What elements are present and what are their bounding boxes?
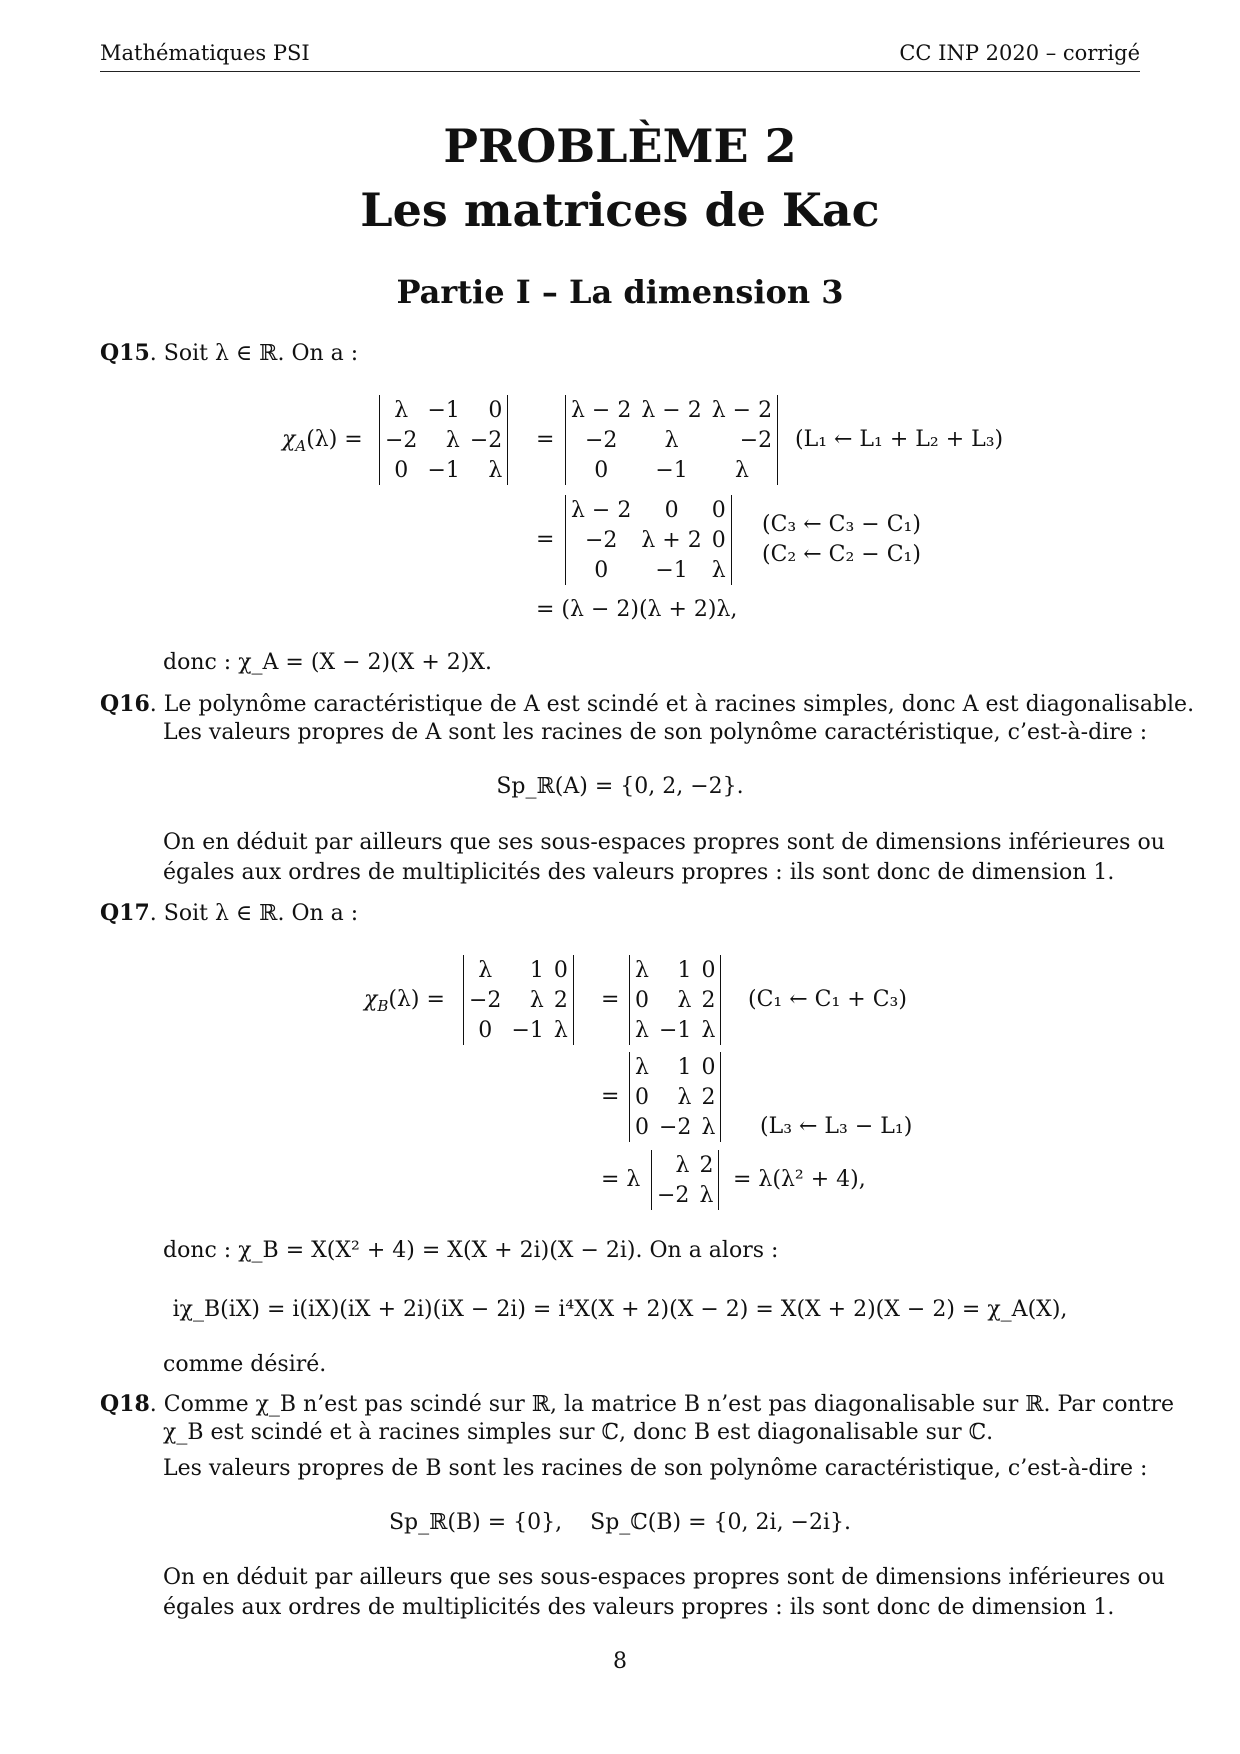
cell: −2 bbox=[469, 987, 502, 1013]
cell: −2 bbox=[739, 427, 773, 453]
cell: λ bbox=[699, 1182, 714, 1208]
q15-lhs bbox=[282, 425, 363, 455]
cell: 0 bbox=[594, 457, 609, 483]
q17-eq-1: = bbox=[601, 987, 620, 1012]
cell: 2 bbox=[699, 1152, 714, 1178]
problem-subtitle: Les matrices de Kac bbox=[360, 183, 880, 237]
header-left: Mathématiques PSI bbox=[100, 41, 310, 65]
cell: −2 bbox=[659, 1114, 692, 1140]
cell: λ − 2 bbox=[641, 397, 702, 423]
cell: λ bbox=[677, 987, 692, 1013]
det-table bbox=[380, 395, 507, 485]
page-number: 8 bbox=[613, 1649, 627, 1674]
q18-line3: Les valeurs propres de B sont les racines de son polynôme caractéristique, c’est-à-dire : bbox=[163, 1456, 1148, 1481]
q15-chi: χ bbox=[282, 427, 296, 452]
q16-label: Q16 bbox=[100, 691, 150, 717]
cell: 0 bbox=[478, 1017, 493, 1043]
q17-op-1: (C₁ ← C₁ + C₃) bbox=[748, 987, 907, 1012]
cell: 0 bbox=[664, 497, 679, 523]
cell: 0 bbox=[701, 957, 716, 983]
q17-identity: iχ_B(iX) = i(iX)(iX + 2i)(iX − 2i) = i⁴X(X + 2)(X − 2) = X(X + 2)(X − 2) = χ_A(X), bbox=[172, 1297, 1068, 1322]
cell: 0 bbox=[701, 1054, 716, 1080]
cell: −2 bbox=[584, 427, 618, 453]
cell: λ bbox=[635, 957, 649, 983]
cell: −1 bbox=[511, 1017, 544, 1043]
q17-label: Q17 bbox=[100, 900, 150, 926]
det-table bbox=[464, 955, 573, 1045]
q16-line4: égales aux ordres de multiplicités des valeurs propres : ils sont donc de dimension 1. bbox=[163, 860, 1115, 885]
problem-title: PROBLÈME 2 bbox=[443, 119, 797, 173]
q15-det-1 bbox=[379, 395, 508, 485]
q17-intro bbox=[100, 898, 358, 929]
q15-intro-text: . Soit λ ∈ ℝ. On a : bbox=[149, 341, 359, 366]
cell: λ bbox=[701, 1017, 716, 1043]
cell: 0 bbox=[711, 497, 726, 523]
q15-conclusion: donc : χ_A = (X − 2)(X + 2)X. bbox=[163, 650, 493, 675]
det-table bbox=[566, 395, 777, 485]
q15-lhs-arg: (λ) = bbox=[306, 427, 363, 452]
cell: −2 bbox=[385, 427, 418, 453]
cell: λ bbox=[394, 397, 409, 423]
cell: 0 bbox=[553, 957, 568, 983]
cell: λ bbox=[478, 957, 493, 983]
header-right: CC INP 2020 – corrigé bbox=[899, 41, 1140, 65]
cell: 0 bbox=[711, 527, 726, 553]
q15-op-1: (L₁ ← L₁ + L₂ + L₃) bbox=[795, 427, 1004, 452]
cell: λ bbox=[553, 1017, 568, 1043]
cell: 0 bbox=[635, 1114, 649, 1140]
cell: −2 bbox=[657, 1182, 690, 1208]
q17-chi: χ bbox=[364, 987, 378, 1012]
q16-line2: Les valeurs propres de A sont les racines de son polynôme caractéristique, c’est-à-dire : bbox=[163, 720, 1148, 745]
q16-line3: On en déduit par ailleurs que ses sous-espaces propres sont de dimensions inférieures ou bbox=[163, 830, 1165, 855]
cell: λ − 2 bbox=[571, 497, 632, 523]
q18-line1 bbox=[100, 1389, 1174, 1420]
cell: λ − 2 bbox=[571, 397, 632, 423]
q17-lhs-arg: (λ) = bbox=[388, 987, 445, 1012]
q15-det-3 bbox=[565, 495, 732, 585]
cell: −2 bbox=[469, 427, 503, 453]
cell: −1 bbox=[655, 557, 688, 583]
cell: λ bbox=[734, 457, 749, 483]
cell: λ bbox=[445, 427, 460, 453]
q17-eq-2: = bbox=[601, 1084, 620, 1109]
cell: λ bbox=[677, 1084, 692, 1110]
q15-chi-sub: A bbox=[295, 437, 307, 455]
q18-label: Q18 bbox=[100, 1391, 150, 1417]
cell: 2 bbox=[701, 987, 716, 1013]
det-table bbox=[630, 955, 720, 1045]
q17-end: comme désiré. bbox=[163, 1352, 327, 1377]
q17-chi-sub: B bbox=[377, 997, 389, 1015]
q17-lhs bbox=[364, 985, 445, 1015]
cell: 1 bbox=[677, 1054, 692, 1080]
q17-pre4: = λ bbox=[601, 1167, 641, 1192]
cell: λ bbox=[635, 1017, 649, 1043]
q17-op-2: (L₃ ← L₃ − L₁) bbox=[760, 1114, 913, 1139]
q17-post4: = λ(λ² + 4), bbox=[733, 1167, 866, 1192]
cell: λ bbox=[664, 427, 679, 453]
cell: −1 bbox=[659, 1017, 692, 1043]
q15-result: = (λ − 2)(λ + 2)λ, bbox=[536, 597, 738, 622]
q15-op-2b: (C₂ ← C₂ − C₁) bbox=[762, 542, 921, 567]
cell: 0 bbox=[635, 1084, 649, 1110]
header-rule bbox=[100, 71, 1140, 72]
q16-formula: Sp_ℝ(A) = {0, 2, −2}. bbox=[496, 774, 744, 799]
det-table bbox=[566, 495, 731, 585]
cell: −2 bbox=[584, 527, 618, 553]
det-table bbox=[630, 1052, 720, 1142]
q18-line2: χ_B est scindé et à racines simples sur ℂ, donc B est diagonalisable sur ℂ. bbox=[163, 1420, 994, 1445]
cell: 0 bbox=[394, 457, 409, 483]
q18-line1-text: . Comme χ_B n’est pas scindé sur ℝ, la matrice B n’est pas diagonalisable sur ℝ. Par contre bbox=[149, 1392, 1175, 1417]
q18-line4: On en déduit par ailleurs que ses sous-espaces propres sont de dimensions inférieures ou bbox=[163, 1565, 1165, 1590]
q18-line5: égales aux ordres de multiplicités des valeurs propres : ils sont donc de dimension 1. bbox=[163, 1595, 1115, 1620]
det-table bbox=[652, 1150, 718, 1210]
q15-label: Q15 bbox=[100, 340, 150, 366]
q17-det-2 bbox=[629, 955, 721, 1045]
cell: λ bbox=[675, 1152, 690, 1178]
q17-det-4 bbox=[651, 1150, 719, 1210]
q15-det-2 bbox=[565, 395, 778, 485]
cell: 2 bbox=[701, 1084, 716, 1110]
q16-line1-text: . Le polynôme caractéristique de A est scindé et à racines simples, donc A est diagonalisable. bbox=[149, 692, 1195, 717]
cell: λ bbox=[488, 457, 503, 483]
q17-det-3 bbox=[629, 1052, 721, 1142]
cell: 0 bbox=[635, 987, 649, 1013]
q17-intro-text: . Soit λ ∈ ℝ. On a : bbox=[149, 901, 359, 926]
cell: 0 bbox=[488, 397, 503, 423]
q15-op-2a: (C₃ ← C₃ − C₁) bbox=[762, 512, 921, 537]
q17-det-1 bbox=[463, 955, 574, 1045]
cell: λ bbox=[711, 557, 726, 583]
q15-eq-1: = bbox=[536, 427, 555, 452]
cell: λ bbox=[529, 987, 544, 1013]
q18-formula: Sp_ℝ(B) = {0}, Sp_ℂ(B) = {0, 2i, −2i}. bbox=[388, 1510, 852, 1535]
cell: λ bbox=[635, 1054, 649, 1080]
cell: 2 bbox=[553, 987, 568, 1013]
cell: 1 bbox=[529, 957, 544, 983]
cell: 1 bbox=[677, 957, 692, 983]
q15-intro bbox=[100, 338, 358, 369]
cell: λ bbox=[701, 1114, 716, 1140]
cell: λ − 2 bbox=[711, 397, 773, 423]
cell: 0 bbox=[594, 557, 609, 583]
cell: −1 bbox=[655, 457, 688, 483]
cell: λ + 2 bbox=[641, 527, 702, 553]
cell: −1 bbox=[427, 397, 460, 423]
cell: −1 bbox=[427, 457, 460, 483]
q17-conclusion: donc : χ_B = X(X² + 4) = X(X + 2i)(X − 2i). On a alors : bbox=[163, 1238, 779, 1263]
part-title: Partie I – La dimension 3 bbox=[396, 273, 844, 311]
q15-eq-2: = bbox=[536, 527, 555, 552]
q16-line1 bbox=[100, 689, 1194, 720]
